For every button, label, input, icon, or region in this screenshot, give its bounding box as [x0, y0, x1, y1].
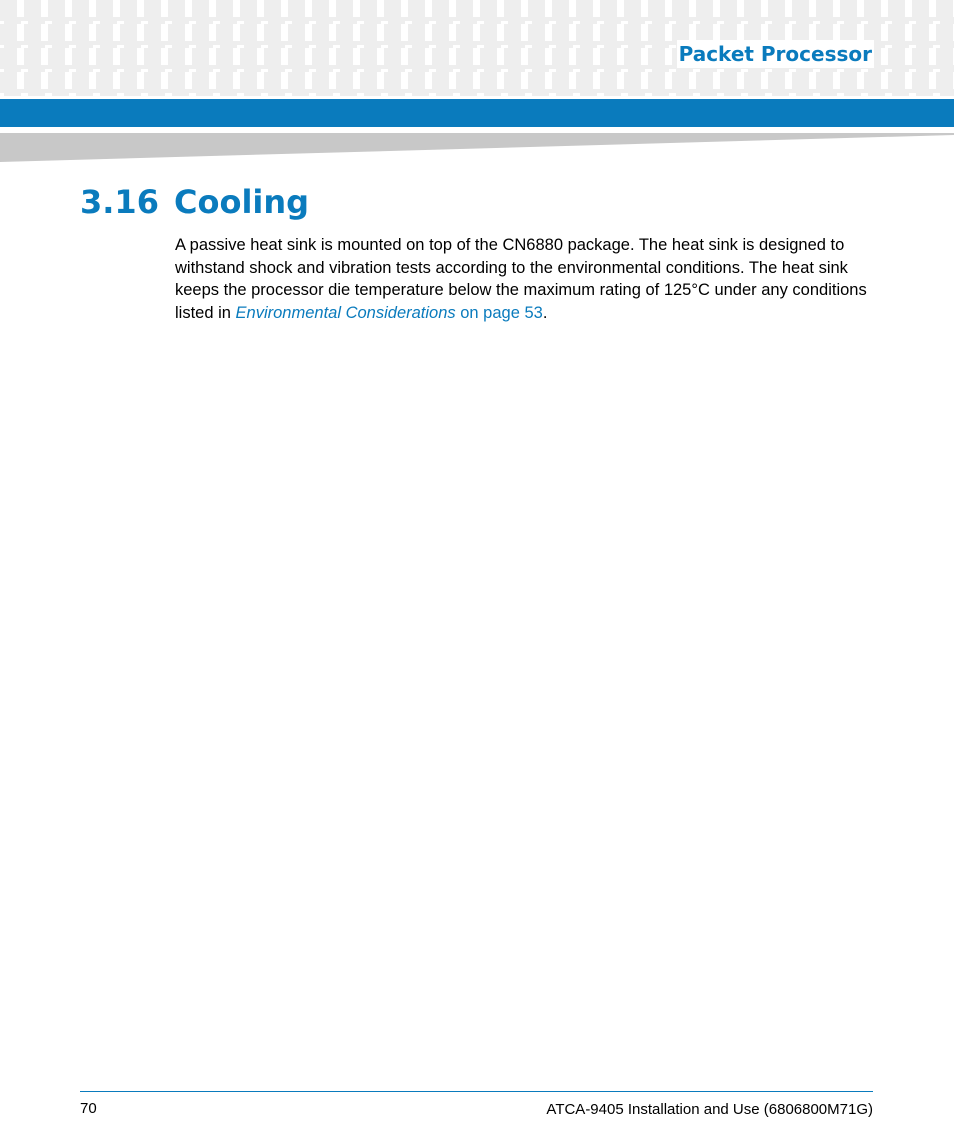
document-title: ATCA-9405 Installation and Use (6806800M71G) [546, 1101, 873, 1118]
link-page-ref[interactable]: on page 53 [455, 304, 543, 323]
header-blue-bar [0, 99, 954, 127]
footer-rule [80, 1091, 873, 1092]
header-gray-wedge [0, 133, 954, 162]
body-text-end: . [542, 304, 548, 323]
section-number: 3.16 [80, 183, 159, 221]
page-number: 70 [80, 1100, 97, 1117]
body-paragraph [175, 234, 875, 325]
chapter-title: Packet Processor [678, 42, 872, 66]
section-title: Cooling [174, 183, 310, 221]
body-text-main: A passive heat sink is mounted on top of the CN6880 package. The heat sink is designed to withstand shock and vibration tests according to the environmental conditions. The heat sink keeps the processor die temperature below the maximum rating of 125°C under any conditions listed in [175, 236, 867, 323]
environmental-considerations-link[interactable] [236, 304, 543, 322]
link-title[interactable]: Environmental Considerations [235, 304, 456, 323]
